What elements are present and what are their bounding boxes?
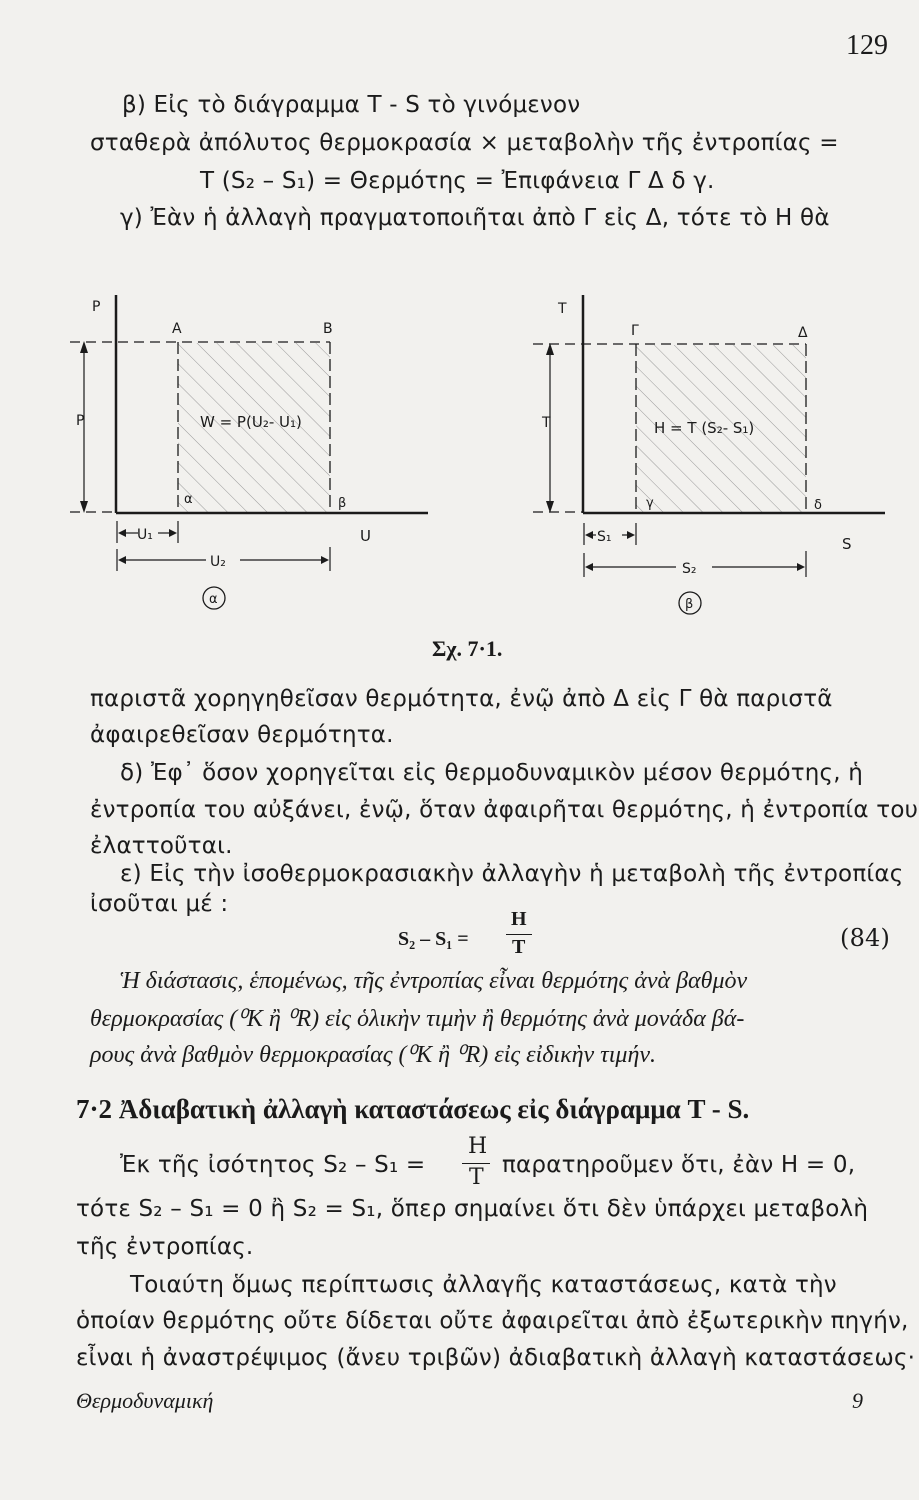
section-heading: 7·2 Ἀδιαβατικὴ ἀλλαγὴ καταστάσεως εἰς διάγραμμα T - S. [76, 1094, 750, 1124]
p-axis-label: P [92, 299, 101, 315]
diagram-tag-b: β [685, 597, 694, 612]
inline-fraction-bar [462, 1163, 490, 1164]
figure-7-1 [0, 285, 919, 625]
text-line: ἰσοῦται μέ : [90, 891, 229, 917]
equation-number: (84) [840, 924, 891, 952]
u2-label: U₂ [210, 554, 226, 570]
t-axis-label: T [558, 301, 567, 317]
text-line: ἐλαττοῦται. [90, 833, 233, 859]
s2-label: S₂ [682, 561, 697, 577]
point-delta-lower-label: δ [814, 498, 822, 513]
point-gamma-upper-label: Γ [631, 323, 639, 339]
p-label: P [76, 413, 85, 429]
fraction-bar [506, 934, 532, 935]
text-line: γ) Ἐὰν ἡ ἀλλαγὴ πραγματοποιῆται ἀπὸ Γ εἰς Δ, τότε τὸ H θὰ [120, 205, 830, 231]
text-line: ὁποίαν θερμότης οὔτε δίδεται οὔτε ἀφαιρεῖται ἀπὸ ἐξωτερικὴν πηγήν, [76, 1308, 909, 1334]
s1-label: S₁ [597, 529, 612, 545]
footer-number: 9 [852, 1388, 863, 1413]
ts-diagram [533, 295, 885, 614]
diagram-tag-a: α [209, 592, 218, 607]
text-line: εἶναι ἡ ἀναστρέψιμος (ἄνευ τριβῶν) ἀδιαβατικὴ ἀλλαγὴ καταστάσεως· [76, 1345, 916, 1371]
work-formula: W = P(U₂- U₁) [200, 413, 302, 431]
inline-fraction-denominator: T [469, 1165, 484, 1190]
text-line: τότε S₂ – S₁ = 0 ἢ S₂ = S₁, ὅπερ σημαίνει ὅτι δὲν ὑπάρχει μεταβολὴ [76, 1196, 869, 1222]
pv-diagram [70, 295, 428, 609]
italic-line: ρους ἀνὰ βαθμὸν θερμοκρασίας (⁰K ἢ ⁰R) εἰς εἰδικὴν τιμήν. [90, 1042, 657, 1068]
figure-caption: Σχ. 7·1. [432, 636, 503, 661]
point-delta-upper-label: Δ [798, 325, 808, 341]
text-line: Τοιαύτη ὅμως περίπτωσις ἀλλαγῆς καταστάσεως, κατὰ τὴν [130, 1272, 837, 1298]
heat-formula: H = T (S₂- S₁) [654, 419, 755, 437]
italic-line: θερμοκρασίας (⁰K ἢ ⁰R) εἰς ὁλικὴν τιμὴν ἢ θερμότης ἀνὰ μονάδα βά- [90, 1006, 745, 1032]
u-axis-label: U [360, 527, 371, 545]
text-line: παρατηροῦμεν ὅτι, ἐὰν H = 0, [502, 1152, 856, 1178]
footer-signature: Θερμοδυναμική [76, 1388, 214, 1413]
point-beta-label: β [338, 496, 347, 511]
text-line: ἀφαιρεθεῖσαν θερμότητα. [90, 722, 394, 748]
text-line: ε) Εἰς τὴν ἰσοθερμοκρασιακὴν ἀλλαγὴν ἡ μεταβολὴ τῆς ἐντροπίας [120, 861, 904, 887]
text-line: Ἐκ τῆς ἰσότητος S₂ – S₁ = [120, 1152, 426, 1178]
point-a-label: A [172, 321, 182, 337]
u1-label: U₁ [137, 527, 153, 543]
point-b-label: B [323, 321, 333, 337]
point-alpha-label: α [184, 492, 193, 507]
text-line: T (S₂ – S₁) = Θερμότης = Ἐπιφάνεια Γ Δ δ γ. [200, 168, 715, 194]
text-line: τῆς ἐντροπίας. [76, 1234, 254, 1260]
t-label: T [542, 415, 551, 431]
text-line: δ) Ἐφ᾽ ὅσον χορηγεῖται εἰς θερμοδυναμικὸν μέσον θερμότης, ἡ [120, 760, 864, 786]
text-line: παριστᾶ χορηγηθεῖσαν θερμότητα, ἐνῷ ἀπὸ Δ εἰς Γ θὰ παριστᾶ [90, 686, 833, 712]
italic-line: Ἡ διάστασις, ἑπομένως, τῆς ἐντροπίας εἶναι θερμότης ἀνὰ βαθμὸν [120, 968, 748, 994]
page-number: 129 [846, 30, 888, 61]
equation-lhs: S₂ – S₁ = [398, 928, 469, 950]
text-line: σταθερὰ ἀπόλυτος θερμοκρασία × μεταβολὴν τῆς ἐντροπίας = [90, 130, 839, 156]
s-axis-label: S [842, 535, 852, 553]
point-gamma-lower-label: γ [646, 496, 654, 511]
text-line: ἐντροπία του αὐξάνει, ἐνῷ, ὅταν ἀφαιρῆται θερμότης, ἡ ἐντροπία του [90, 797, 919, 823]
text-line: β) Εἰς τὸ διάγραμμα T - S τὸ γινόμενον [122, 92, 581, 118]
equation-numerator: H [511, 908, 527, 930]
equation-denominator: T [512, 936, 526, 958]
inline-fraction-numerator: H [468, 1134, 488, 1159]
